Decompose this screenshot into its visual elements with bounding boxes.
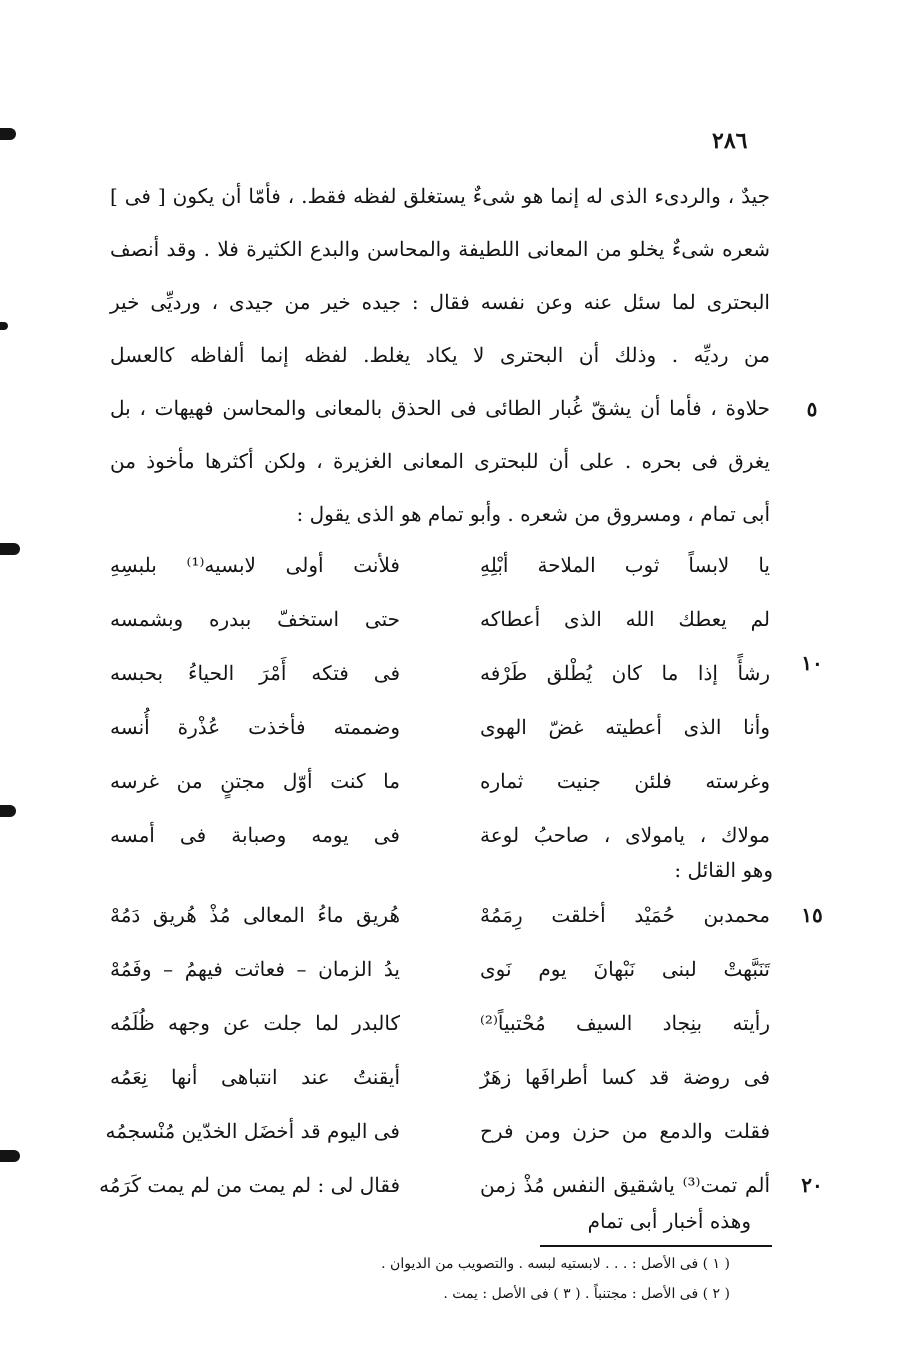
margin-mark [0,543,20,555]
verse [110,700,770,754]
line-number: ٢٠ [801,1173,823,1197]
verse-first-hemistich: رأيته بنِجاد السيف مُحْتبياً⁽²⁾ [480,1011,770,1035]
text-line: شعره شىءٌ يخلو من المعانى اللطيفة والمحاسن والبدع الكثيرة فلا . وقد أنصف [110,237,770,261]
text-line: جيدٌ ، والردىء الذى له إنما هو شىءٌ يستغلق لفظه فقط. ، فأمّا أن يكون [ فى ] [110,184,770,208]
footnote-rule [540,1245,772,1247]
verse-second-hemistich: حتى استخفّ ببدره وبشمسه [110,607,400,631]
verse-second-hemistich: فى فتكه أَمْرَ الحياءُ بحبسه [110,661,400,685]
poem-abu-tammam [110,538,770,862]
margin-mark [0,805,16,817]
margin-mark [0,128,16,140]
verse-first-hemistich: وغرسته فلئن جنيت ثماره [480,769,770,793]
poem-elegy [99,888,770,1212]
verse-first-hemistich: لم يعطك الله الذى أعطاكه [480,607,770,631]
text-line: من رديِّه . وذلك أن البحترى لا يكاد يغلط. لفظه إنما ألفاظه كالعسل [110,343,770,367]
verse-first-hemistich: رشأً إذا ما كان يُطْلق طَرْفه [480,661,770,685]
verse-second-hemistich: فى اليوم قد أخضَل الخدّين مُنْسجمُه [105,1119,400,1143]
verse-first-hemistich: تَنَبَّهتْ لبنى نَبْهانَ يوم نَوى [480,957,770,981]
verse [110,754,770,808]
verse-second-hemistich: يدُ الزمان – فعاثت فيهمُ – وفَمُهْ [110,957,400,981]
footnote: ( ٢ ) فى الأصل : مجتنباً . ( ٣ ) فى الأصل : يمت . [443,1286,730,1302]
verse [110,1050,770,1104]
text-line: حلاوة ، فأما أن يشقّ غُبار الطائى فى الحذق بالمعانى والمحاسن فهيهات ، بل [110,396,770,420]
page-number: ٢٨٦ [712,128,748,154]
prose-paragraph [110,170,770,541]
verse-second-hemistich: ما كنت أوّل مجتنٍ من غرسه [110,769,400,793]
verse-first-hemistich: ألم تمت⁽³⁾ ياشقيق النفس مُذْ زمن [480,1173,770,1197]
closing-line: وهذه أخبار أبى تمام [587,1209,751,1233]
verse-first-hemistich: مولاك ، يامولاى ، صاحبُ لوعة [480,823,770,847]
verse-first-hemistich: فقلت والدمع من حزن ومن فرح [480,1119,770,1143]
margin-mark [0,1150,20,1162]
line-number: ٥ [806,397,818,421]
verse-second-hemistich: فى يومه وصبابة فى أمسه [110,823,400,847]
verse [110,646,770,700]
verse-first-hemistich: يا لابساً ثوب الملاحة أبْلِهِ [480,553,770,577]
verse [110,592,770,646]
line-number: ١٠ [801,651,823,675]
verse-second-hemistich: وضممته فأخذت عُذْرة أُنسه [110,715,400,739]
verse-second-hemistich: هُريق ماءُ المعالى مُذْ هُريق دَمُهْ [110,903,400,927]
verse [110,808,770,862]
poet-intro: وهو القائل : [674,858,773,882]
verse-first-hemistich: فى روضة قد كسا أطرافَها زهَرٌ [480,1065,770,1089]
verse-first-hemistich: محمدبن حُمَيْد أخلقت رِمَمُهْ [480,903,770,927]
text-line: أبى تمام ، ومسروق من شعره . وأبو تمام هو الذى يقول : [296,502,770,526]
line-number: ١٥ [801,903,823,927]
margin-mark [0,322,8,330]
verse-second-hemistich: كالبدر لما جلت عن وجهه ظُلَمُه [110,1011,400,1035]
verse-first-hemistich: وأنا الذى أعطيته غضّ الهوى [480,715,770,739]
text-line: البحترى لما سئل عنه وعن نفسه فقال : جيده خير من جيدى ، ورديِّى خير [110,290,770,314]
text-line: يغرق فى بحره . على أن للبحترى المعانى الغزيرة ، ولكن أكثرها مأخوذ من [110,449,771,473]
verse-second-hemistich: فلأنت أولى لابسيه⁽¹⁾ بلبسِهِ [110,553,400,577]
verse-second-hemistich: فقال لى : لم يمت من لم يمت كَرَمُه [99,1173,400,1197]
verse [110,538,770,592]
verse [110,942,770,996]
verse [110,996,770,1050]
verse [110,888,770,942]
footnote: ( ١ ) فى الأصل : . . . لابستيه لبسه . والتصويب من الديوان . [381,1256,730,1272]
verse-second-hemistich: أيقنتُ عند انتباهى أنها نِعَمُه [110,1065,400,1089]
verse [105,1104,770,1158]
